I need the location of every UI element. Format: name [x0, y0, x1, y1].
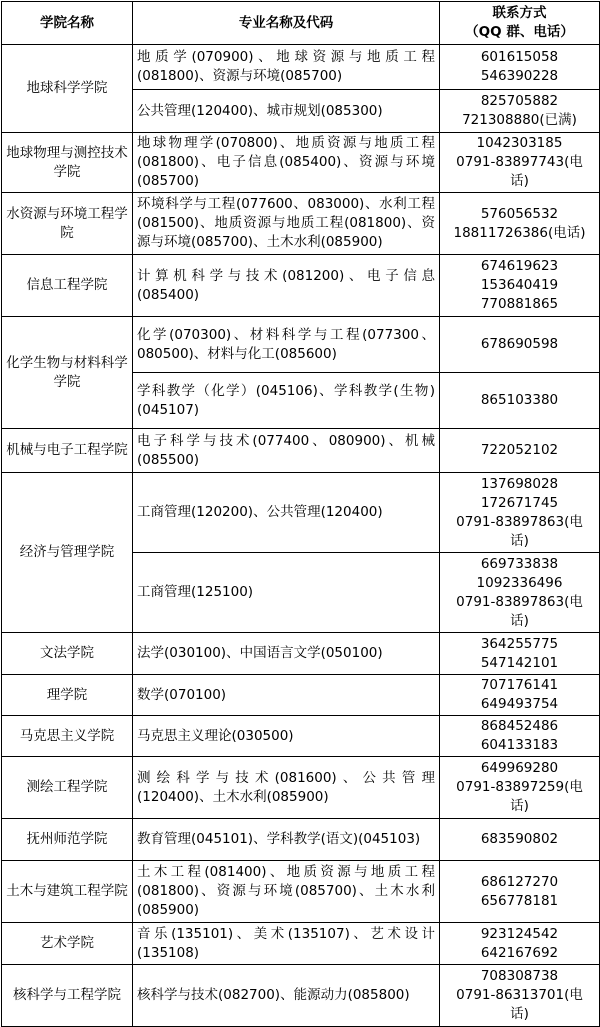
contact-line: 649493754	[480, 696, 559, 712]
contact-cell	[440, 965, 600, 1027]
major-cell: 教育管理(045101)、学科教学(语文)(045103)	[133, 819, 440, 861]
major-cell: 地球物理学(070800)、地质资源与地质工程(081800)、电子信息(085400)、资源与环境(085700)	[133, 133, 440, 193]
contact-line: 话)	[510, 798, 529, 814]
contact-line: 674619623	[480, 258, 559, 274]
major-cell: 测绘科学与技术(081600)、公共管理(120400)、土木水利(085900)	[133, 757, 440, 819]
college-cell: 经济与管理学院	[2, 473, 133, 633]
contact-line: 153640419	[480, 277, 559, 293]
header-row	[2, 2, 600, 45]
college-cell: 抚州师范学院	[2, 819, 133, 861]
contact-line: 576056532	[480, 205, 559, 222]
contact-line: 1092336496	[476, 574, 563, 591]
college-cell: 文法学院	[2, 633, 133, 675]
contact-line: 0791-83897259(电	[456, 779, 583, 795]
contact-line: 686127270	[480, 873, 559, 890]
contact-cell	[440, 716, 600, 757]
contact-line: 707176141	[480, 677, 559, 693]
contact-line: 708308738	[480, 968, 559, 984]
college-cell: 土木与建筑工程学院	[2, 861, 133, 923]
table-row	[2, 965, 600, 1027]
major-cell: 计算机科学与技术(081200)、电子信息(085400)	[133, 255, 440, 317]
table-row	[2, 133, 600, 193]
contact-line: 923124542	[480, 925, 559, 942]
major-cell: 法学(030100)、中国语言文学(050100)	[133, 633, 440, 675]
contact-cell	[440, 193, 600, 255]
table-row	[2, 861, 600, 923]
college-cell: 核科学与工程学院	[2, 965, 133, 1027]
contact-line: 604133183	[480, 737, 559, 753]
major-cell: 数学(070100)	[133, 675, 440, 716]
table-row	[2, 819, 600, 861]
contact-line: 0791-86313701(电	[456, 987, 583, 1003]
contact-line: 0791-83897743(电	[456, 154, 583, 170]
contact-line: 546390228	[480, 68, 559, 84]
contact-cell	[440, 757, 600, 819]
header-contact-line2: （QQ 群、电话）	[465, 24, 574, 40]
contact-cell	[440, 133, 600, 193]
table-row	[2, 429, 600, 473]
contact-line: 话)	[510, 173, 529, 189]
contact-cell	[440, 675, 600, 716]
contact-cell	[440, 45, 600, 90]
contact-line: 656778181	[480, 892, 559, 909]
major-cell: 学科教学（化学）(045106)、学科教学(生物)(045107)	[133, 373, 440, 429]
contact-line: 话)	[510, 532, 529, 549]
major-cell: 工商管理(125100)	[133, 553, 440, 633]
college-cell: 理学院	[2, 675, 133, 716]
college-cell: 地球物理与测控技术学院	[2, 133, 133, 193]
table-row	[2, 716, 600, 757]
header-major: 专业名称及代码	[133, 2, 440, 45]
contact-cell	[440, 819, 600, 861]
major-cell: 音乐(135101)、美术(135107)、艺术设计(135108)	[133, 923, 440, 965]
table-row	[2, 45, 600, 90]
table-row	[2, 633, 600, 675]
major-cell: 地质学(070900)、地球资源与地质工程(081800)、资源与环境(085700)	[133, 45, 440, 90]
contact-line: 669733838	[480, 555, 559, 572]
contact-cell	[440, 923, 600, 965]
header-contact	[440, 2, 600, 45]
contact-cell	[440, 317, 600, 373]
college-cell: 测绘工程学院	[2, 757, 133, 819]
contact-line: 18811726386(电话)	[453, 224, 586, 241]
contact-line: 642167692	[480, 944, 559, 961]
table-row	[2, 317, 600, 373]
college-cell: 马克思主义学院	[2, 716, 133, 757]
college-cell: 地球科学学院	[2, 45, 133, 133]
header-college: 学院名称	[2, 2, 133, 45]
contact-line: 1042303185	[476, 135, 563, 151]
contact-cell	[440, 90, 600, 133]
college-cell: 水资源与环境工程学院	[2, 193, 133, 255]
table-row	[2, 757, 600, 819]
contact-cell	[440, 553, 600, 633]
contact-cell	[440, 373, 600, 429]
college-cell: 化学生物与材料科学学院	[2, 317, 133, 429]
contact-line: 683590802	[480, 831, 559, 847]
contact-line: 547142101	[480, 654, 559, 671]
contact-line: 601615058	[480, 49, 559, 65]
college-cell: 信息工程学院	[2, 255, 133, 317]
contact-line: 话)	[510, 1006, 529, 1022]
table-row	[2, 473, 600, 553]
contact-line: 722052102	[480, 442, 559, 458]
contact-line: 825705882	[480, 93, 559, 109]
contact-line: 364255775	[480, 635, 559, 652]
major-cell: 土木工程(081400)、地质资源与地质工程(081800)、资源与环境(085700)、土木水利(085900)	[133, 861, 440, 923]
contact-cell	[440, 861, 600, 923]
contact-line: 话)	[510, 612, 529, 629]
contact-line: 770881865	[480, 296, 559, 312]
contact-line: 649969280	[480, 760, 559, 776]
table-row	[2, 923, 600, 965]
major-cell: 马克思主义理论(030500)	[133, 716, 440, 757]
college-cell: 机械与电子工程学院	[2, 429, 133, 473]
table-row	[2, 675, 600, 716]
contact-cell	[440, 429, 600, 473]
major-cell: 核科学与技术(082700)、能源动力(085800)	[133, 965, 440, 1027]
contact-line: 868452486	[480, 718, 559, 734]
table-row	[2, 193, 600, 255]
contact-line: 0791-83897863(电	[456, 513, 583, 530]
contact-line: 172671745	[480, 494, 559, 511]
college-cell: 艺术学院	[2, 923, 133, 965]
header-contact-line1: 联系方式	[492, 5, 547, 21]
contact-cell	[440, 473, 600, 553]
contact-line: 865103380	[480, 392, 559, 408]
contact-cell	[440, 633, 600, 675]
major-cell: 环境科学与工程(077600、083000)、水利工程(081500)、地质资源与地质工程(081800)、资源与环境(085700)、土木水利(085900)	[133, 193, 440, 255]
major-cell: 公共管理(120400)、城市规划(085300)	[133, 90, 440, 133]
contact-cell	[440, 255, 600, 317]
major-cell: 化学(070300)、材料科学与工程(077300、080500)、材料与化工(085600)	[133, 317, 440, 373]
contact-line: 137698028	[480, 475, 559, 492]
table-row	[2, 255, 600, 317]
contact-line: 678690598	[480, 336, 559, 352]
contact-line: 721308880(已满)	[462, 112, 577, 128]
major-cell: 工商管理(120200)、公共管理(120400)	[133, 473, 440, 553]
major-cell: 电子科学与技术(077400、080900)、机械(085500)	[133, 429, 440, 473]
majors-contact-table	[1, 1, 600, 1027]
contact-line: 0791-83897863(电	[456, 593, 583, 610]
